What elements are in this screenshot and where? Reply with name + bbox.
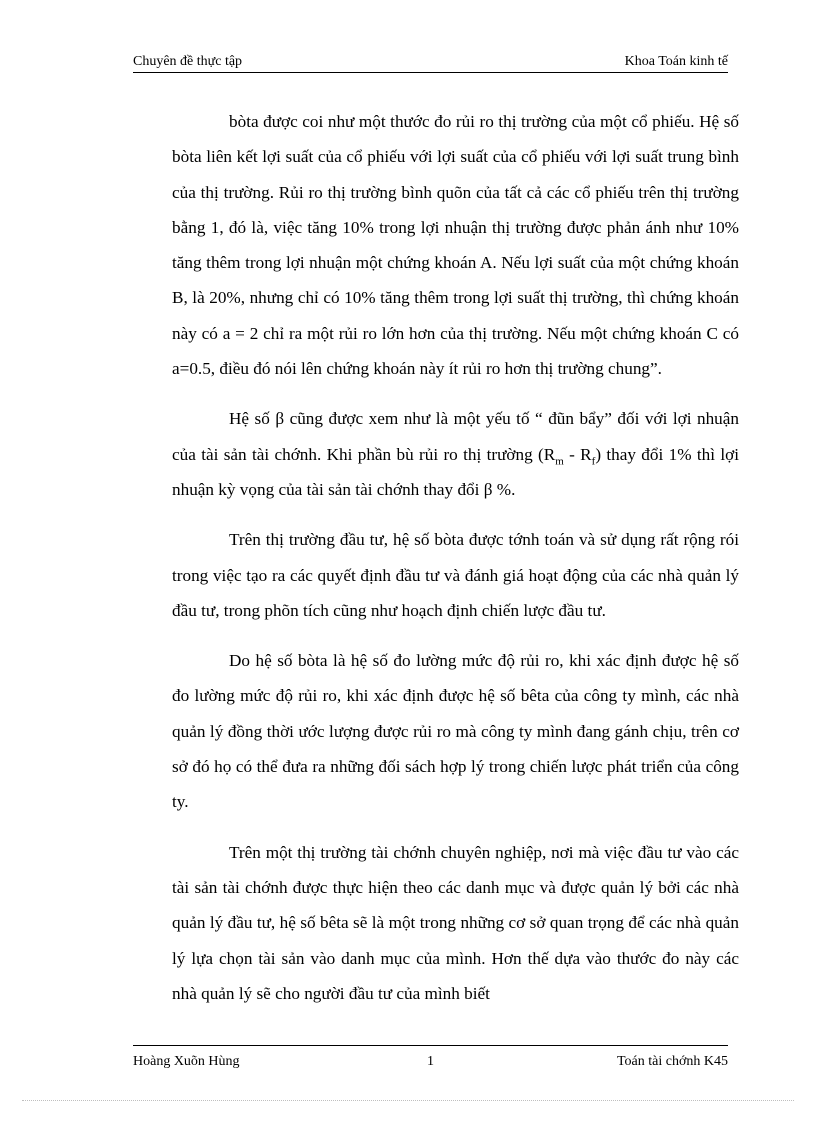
page-header: [133, 54, 728, 72]
header-right: Khoa Toán kinh tế: [624, 54, 728, 69]
page-number: 1: [427, 1054, 434, 1069]
header-left: Chuyên đề thực tập: [133, 54, 243, 69]
subscript-f: f: [591, 455, 596, 468]
page-break-line: [22, 1100, 794, 1101]
paragraph-5: Trên một thị trường tài chớnh chuyên nghiệp, nơi mà việc đầu tư vào các tài sản tài chớnh được thực hiện theo các danh mục và được quản lý bởi các nhà quản lý đầu tư, hệ số bêta sẽ là một trong những cơ sở quan trọng để các nhà quản lý lựa chọn tài sản vào danh mục của mình. Hơn thế dựa vào thước đo này các nhà quản lý sẽ cho người đầu tư của mình biết: [172, 842, 739, 1003]
document-body: [172, 104, 739, 1026]
paragraph-2: [172, 401, 739, 507]
footer-right: Toán tài chớnh K45: [616, 1054, 728, 1069]
page-footer: [133, 1054, 728, 1072]
paragraph-2-text-b: - R: [563, 444, 592, 464]
header-rule: [133, 72, 728, 73]
subscript-m: m: [555, 455, 564, 468]
paragraph-2-text-a: Hệ số β cũng được xem như là một yếu tố “ đũn bẩy” đối với lợi nhuận của tài sản tài chớnh. Khi phần bù rủi ro thị trường (R: [172, 409, 739, 464]
paragraph-1: bòta được coi như một thước đo rủi ro thị trường của một cổ phiếu. Hệ số bòta liên kết lợi suất của cổ phiếu với lợi suất của cổ phiếu với lợi suất trung bình của thị trường. Rủi ro thị trường bình quõn của tất cả các cổ phiếu trên thị trường bằng 1, đó là, việc tăng 10% trong lợi nhuận thị trường được phản ánh như 10% tăng thêm trong lợi nhuận một chứng khoán A. Nếu lợi suất của một chứng khoán B, là 20%, nhưng chỉ có 10% tăng thêm trong lợi suất thị trường, thì chứng khoán này có a = 2 chỉ ra một rủi ro lớn hơn của thị trường. Nếu một chứng khoán C có a=0.5, điều đó nói lên chứng khoán này ít rủi ro hơn thị trường chung”.: [172, 112, 739, 379]
paragraph-2-text-c: ) thay đổi 1% thì lợi nhuận kỳ vọng của tài sản tài chớnh thay đổi β %.: [172, 444, 739, 499]
footer-left: Hoàng Xuõn Hùng: [133, 1054, 240, 1069]
paragraph-4: Do hệ số bòta là hệ số đo lường mức độ rủi ro, khi xác định được hệ số đo lường mức độ rủi ro, khi xác định được hệ số bêta của công ty mình, các nhà quản lý đồng thời ước lượng được rủi ro mà công ty mình đang gánh chịu, trên cơ sở đó họ có thể đưa ra những đối sách hợp lý trong chiến lược phát triển của công ty.: [172, 651, 739, 812]
footer-rule: [133, 1045, 728, 1046]
paragraph-3: Trên thị trường đầu tư, hệ số bòta được tớnh toán và sử dụng rất rộng rói trong việc tạo ra các quyết định đầu tư và đánh giá hoạt động của các nhà quản lý đầu tư, trong phõn tích cũng như hoạch định chiến lược đầu tư.: [172, 530, 739, 620]
